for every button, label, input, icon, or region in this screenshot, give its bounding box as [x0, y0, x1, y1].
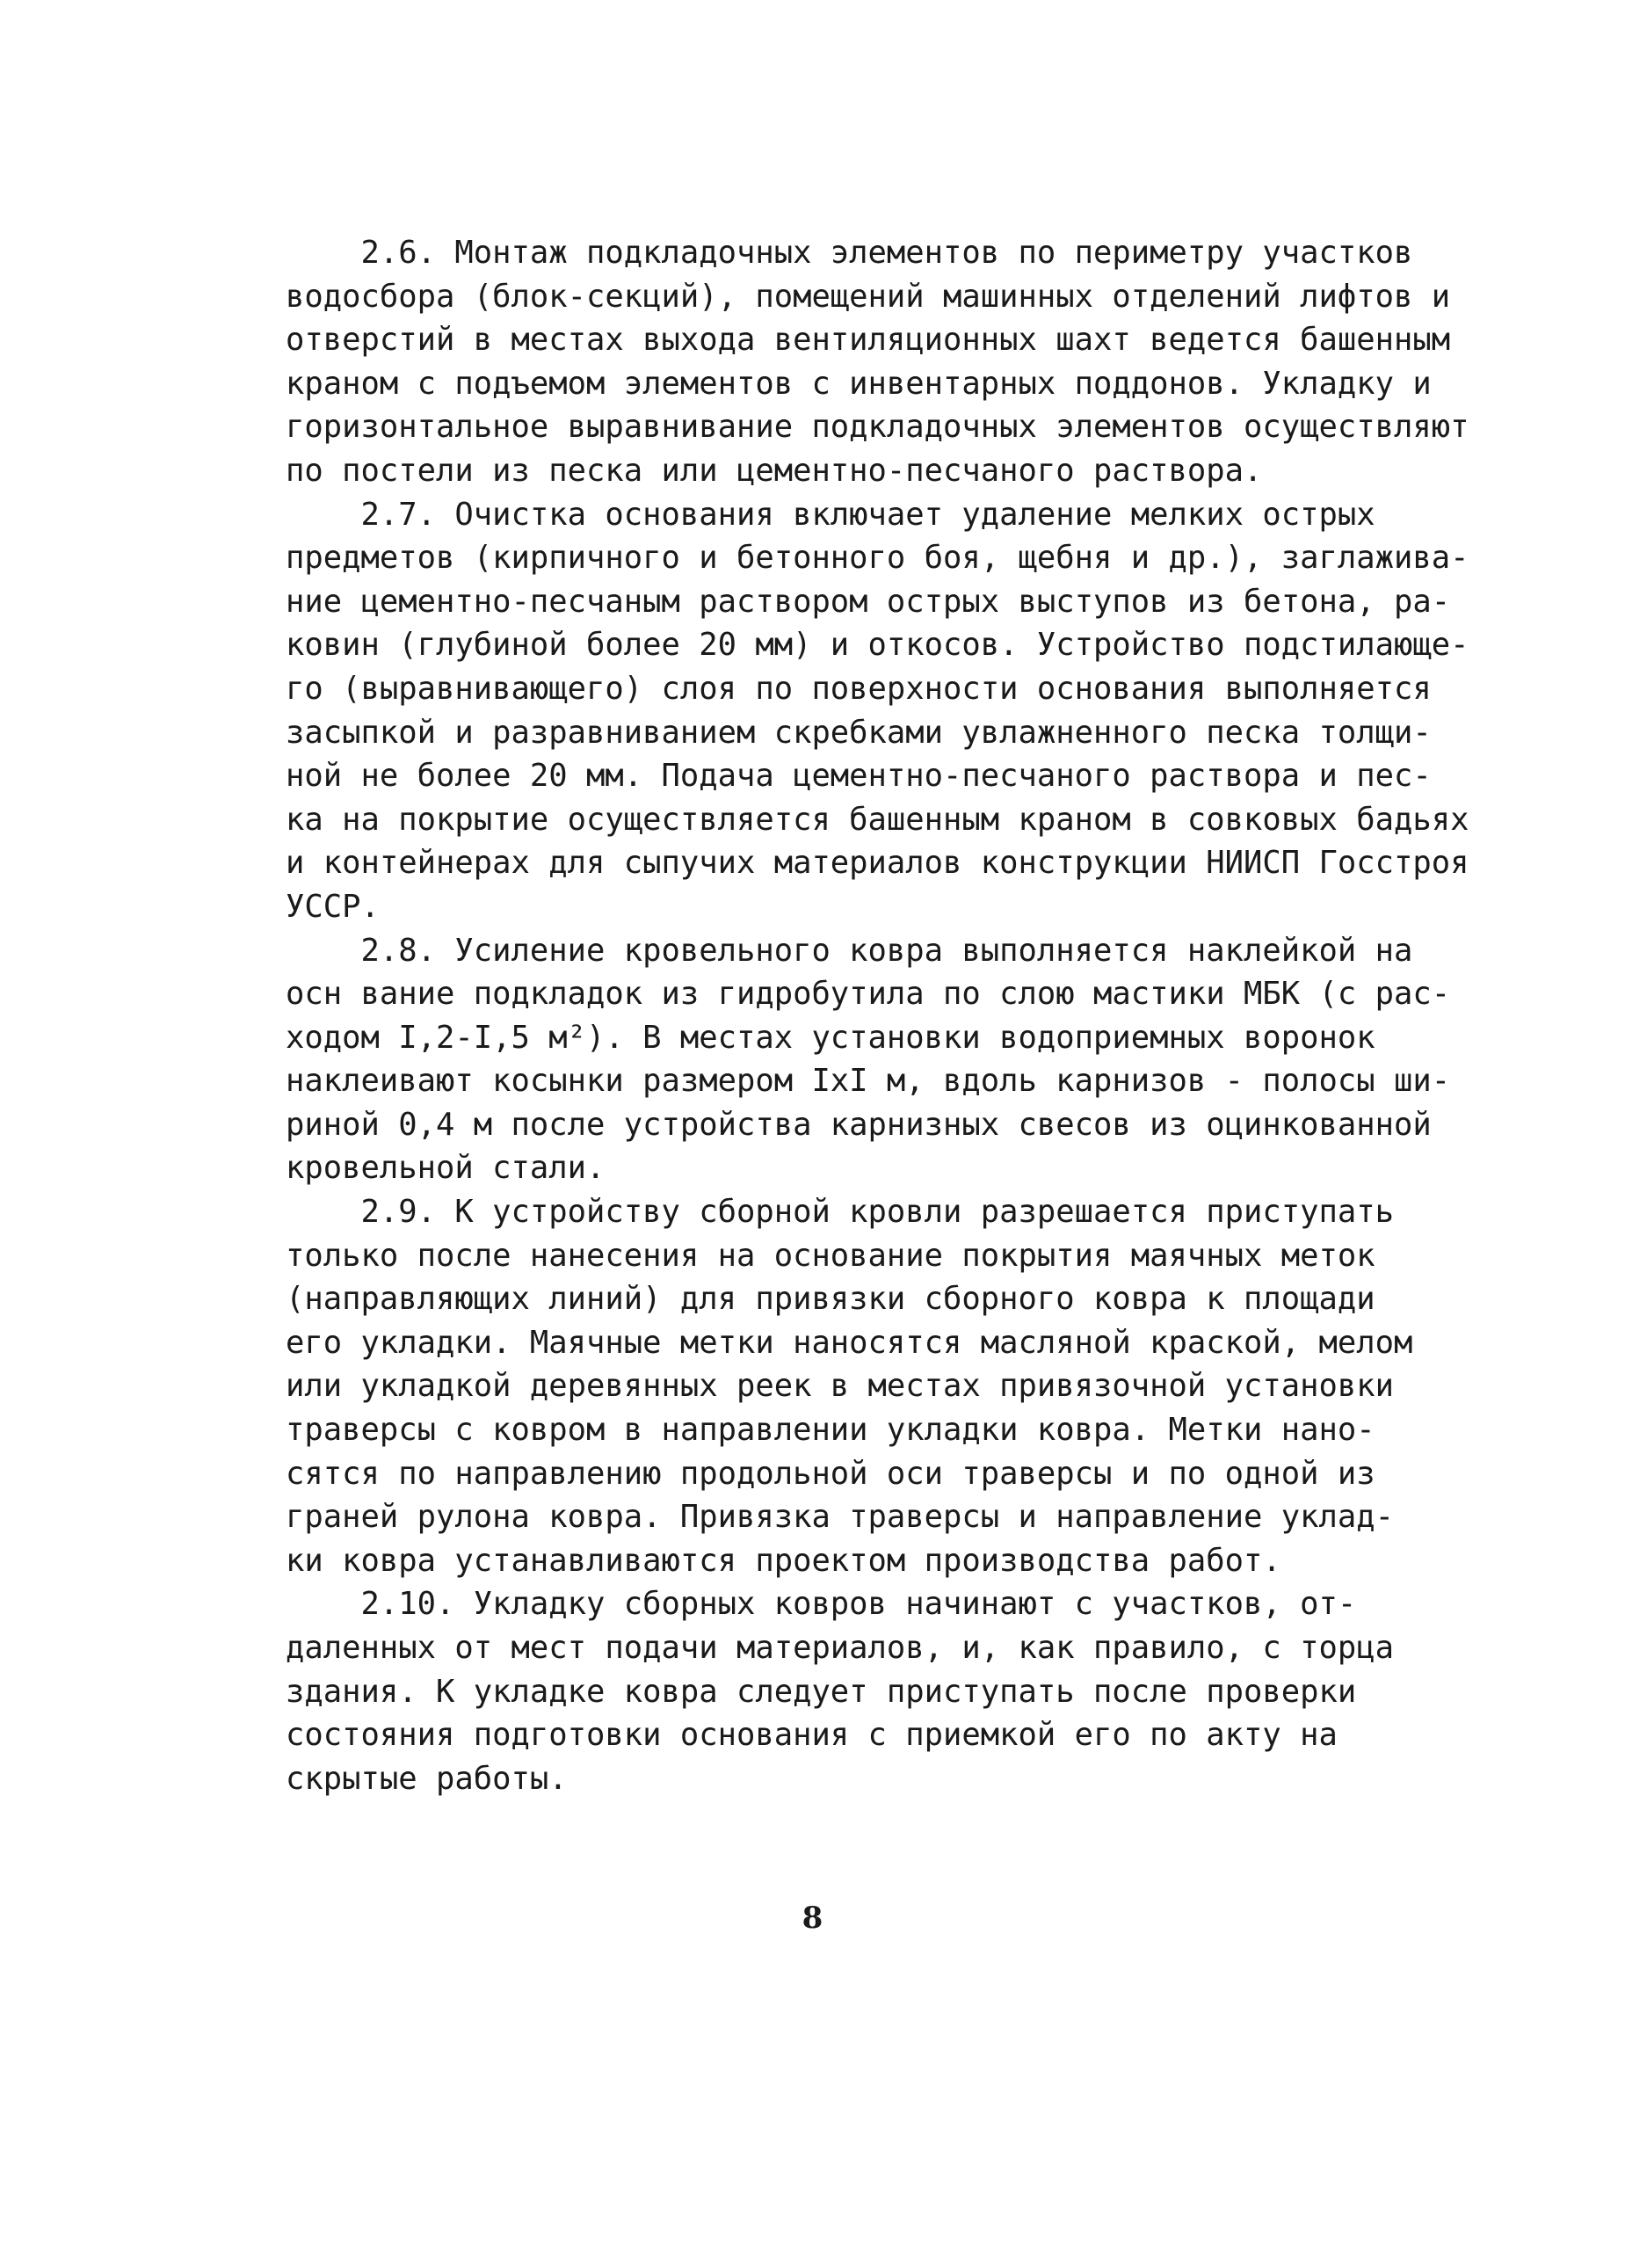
text-line: осн вание подкладок из гидробутила по слою мастики МБК (с рас-	[286, 976, 1451, 1013]
text-line: или укладкой деревянных реек в местах привязочной установки	[286, 1368, 1394, 1405]
text-line: здания. К укладке ковра следует приступать после проверки	[286, 1673, 1357, 1710]
text-line: ка на покрытие осуществляется башенным краном в совковых бадьях	[286, 801, 1469, 838]
text-line: водосбора (блок-секций), помещений машинных отделений лифтов и	[286, 278, 1451, 315]
text-line: засыпкой и разравниванием скребками увлажненного песка толщи-	[286, 714, 1432, 751]
body-text	[286, 231, 1469, 1800]
text-line: траверсы с ковром в направлении укладки ковра. Метки нано-	[286, 1412, 1375, 1449]
text-line: скрытые работы.	[286, 1760, 568, 1797]
text-line: ки ковра устанавливаются проектом производства работ.	[286, 1542, 1281, 1579]
text-line: ковин (глубиной более 20 мм) и откосов. Устройство подстилающе-	[286, 627, 1469, 664]
text-line: краном с подъемом элементов с инвентарных поддонов. Укладку и	[286, 365, 1432, 402]
text-line: граней рулона ковра. Привязка траверсы и направление уклад-	[286, 1499, 1394, 1536]
text-line: предметов (кирпичного и бетонного боя, щебня и др.), заглажива-	[286, 540, 1469, 577]
text-line: УССР.	[286, 888, 380, 925]
text-line: наклеивают косынки размером IxI м, вдоль карнизов - полосы ши-	[286, 1063, 1451, 1100]
text-line: 2.8. Усиление кровельного ковра выполняется наклейкой на	[286, 932, 1413, 969]
text-line: даленных от мест подачи материалов, и, как правило, с торца	[286, 1630, 1394, 1666]
text-line: сятся по направлению продольной оси траверсы и по одной из	[286, 1455, 1375, 1492]
text-line: риной 0,4 м после устройства карнизных свесов из оцинкованной	[286, 1106, 1432, 1143]
text-line: ной не более 20 мм. Подача цементно-песчаного раствора и пес-	[286, 758, 1432, 795]
text-line: состояния подготовки основания с приемкой его по акту на	[286, 1717, 1338, 1754]
text-line: только после нанесения на основание покрытия маячных меток	[286, 1237, 1375, 1274]
text-line: 2.6. Монтаж подкладочных элементов по периметру участков	[286, 235, 1413, 271]
text-line: горизонтальное выравнивание подкладочных элементов осуществляют	[286, 409, 1469, 446]
text-line: 2.7. Очистка основания включает удаление мелких острых	[286, 496, 1375, 533]
text-line: кровельной стали.	[286, 1150, 606, 1187]
text-line: 2.10. Укладку сборных ковров начинают с участков, от-	[286, 1586, 1357, 1623]
text-line: и контейнерах для сыпучих материалов конструкции НИИСП Госстроя	[286, 845, 1469, 882]
text-line: 2.9. К устройству сборной кровли разрешается приступать	[286, 1194, 1394, 1231]
text-line: (направляющих линий) для привязки сборного ковра к площади	[286, 1281, 1375, 1318]
text-line: отверстий в местах выхода вентиляционных шахт ведется башенным	[286, 322, 1451, 359]
page-number: 8	[802, 1901, 823, 1936]
text-line: его укладки. Маячные метки наносятся масляной краской, мелом	[286, 1324, 1413, 1361]
text-line: ходом I,2-I,5 м²). В местах установки водоприемных воронок	[286, 1019, 1375, 1056]
text-line: по постели из песка или цементно-песчаного раствора.	[286, 452, 1263, 489]
text-line: ние цементно-песчаным раствором острых выступов из бетона, ра-	[286, 583, 1451, 620]
text-line: го (выравнивающего) слоя по поверхности основания выполняется	[286, 670, 1432, 707]
